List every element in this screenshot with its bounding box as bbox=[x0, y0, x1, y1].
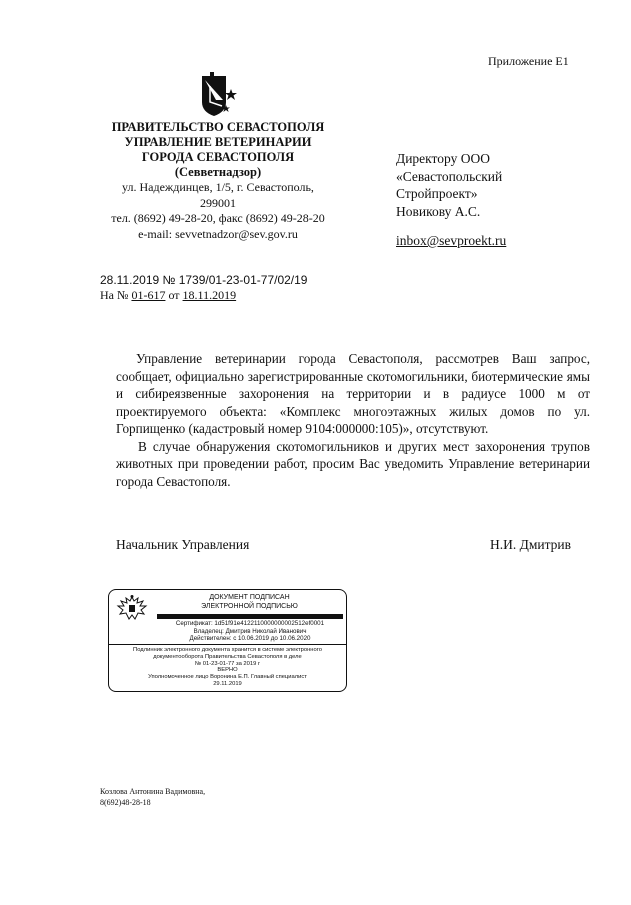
recipient-line: Стройпроект» bbox=[396, 186, 478, 201]
recipient-line: Новикову А.С. bbox=[396, 203, 481, 219]
storage-line: документооборота Правительства Севастополя в деле bbox=[153, 653, 302, 660]
appendix-label: Приложение Е1 bbox=[488, 54, 569, 68]
executor-info bbox=[100, 786, 205, 808]
recipient-line: Директору ООО bbox=[396, 151, 490, 166]
body-paragraph: Управление ветеринарии города Севастополя, рассмотрев Ваш запрос, сообщает, официально зарегистрированные скотомогильники, биотермические ямы и сибиреязвенные захоронения на территории и в радиусе 1000 м от проектируемого объекта: «Комплекс многоэтажных жилых домов по ул. Горпищенко (кадастровый номер 9104:000000:105)», отсутствуют. bbox=[116, 351, 590, 436]
address-line: ул. Надеждинцев, 1/5, г. Севастополь, bbox=[122, 180, 314, 194]
org-line: (Севветнадзор) bbox=[174, 165, 262, 179]
stamp-header bbox=[157, 593, 342, 611]
storage-line: ВЕРНО bbox=[217, 667, 238, 674]
reply-reference bbox=[100, 288, 236, 303]
reply-date: 18.11.2019 bbox=[182, 288, 237, 302]
email-line: e-mail: sevvetnadzor@sev.gov.ru bbox=[138, 226, 298, 241]
executor-name: Козлова Антонина Вадимовна, bbox=[100, 787, 206, 796]
cert-line: Сертификат: 1d51f91e4122110000000002512ef0001 bbox=[175, 620, 325, 627]
storage-line: № 01-23-01-77 за 2019 г bbox=[194, 660, 261, 667]
stamp-header-line: ДОКУМЕНТ ПОДПИСАН bbox=[209, 594, 290, 601]
recipient-email-link[interactable]: inbox@sevproekt.ru bbox=[396, 233, 507, 248]
executor-phone: 8(692)48-28-18 bbox=[100, 798, 151, 807]
stamp-rule bbox=[109, 644, 346, 645]
cert-line: Владелец: Дмитрив Николай Иванович bbox=[193, 627, 307, 635]
phone-line: тел. (8692) 49-28-20, факс (8692) 49-28-20 bbox=[111, 211, 325, 225]
reply-mid: от bbox=[168, 288, 180, 302]
cert-line: Действителен: с 10.06.2019 до 10.06.2020 bbox=[189, 635, 311, 642]
org-line: УПРАВЛЕНИЕ ВЕТЕРИНАРИИ bbox=[124, 135, 312, 149]
coat-of-arms-icon bbox=[196, 72, 240, 118]
address-line: 299001 bbox=[200, 195, 236, 210]
signatory-position: Начальник Управления bbox=[116, 537, 250, 552]
russian-eagle-icon bbox=[115, 594, 149, 622]
stamp-certificate bbox=[157, 620, 343, 643]
recipient-block bbox=[396, 150, 502, 220]
stamp-divider-bar bbox=[157, 614, 343, 619]
storage-line: Подлинник электронного документа хранится в системе электронного bbox=[133, 647, 322, 653]
org-line: ГОРОДА СЕВАСТОПОЛЯ bbox=[141, 150, 295, 164]
storage-line: 29.11.2019 bbox=[213, 680, 242, 687]
letter-body bbox=[116, 350, 590, 490]
signatory-name: Н.И. Дмитрив bbox=[490, 537, 572, 552]
stamp-header-line: ЭЛЕКТРОННОЙ ПОДПИСЬЮ bbox=[201, 603, 298, 610]
stamp-storage-note bbox=[111, 647, 344, 688]
electronic-signature-stamp bbox=[108, 589, 347, 692]
org-line: ПРАВИТЕЛЬСТВО СЕВАСТОПОЛЯ bbox=[111, 120, 325, 134]
sender-organization bbox=[96, 120, 340, 180]
reply-number: 01-617 bbox=[131, 288, 166, 302]
recipient-line: «Севастопольский bbox=[396, 168, 503, 184]
sender-address bbox=[96, 180, 340, 242]
reply-prefix: На № bbox=[100, 288, 129, 302]
registration-number: 28.11.2019 № 1739/01-23-01-77/02/19 bbox=[100, 273, 308, 287]
storage-line: Уполномоченное лицо Воронина Е.П. Главный специалист bbox=[148, 674, 307, 681]
body-paragraph: В случае обнаружения скотомогильников и других мест захоронения трупов животных при проведении работ, просим Вас уведомить Управление ветеринарии города Севастополя. bbox=[116, 438, 590, 489]
